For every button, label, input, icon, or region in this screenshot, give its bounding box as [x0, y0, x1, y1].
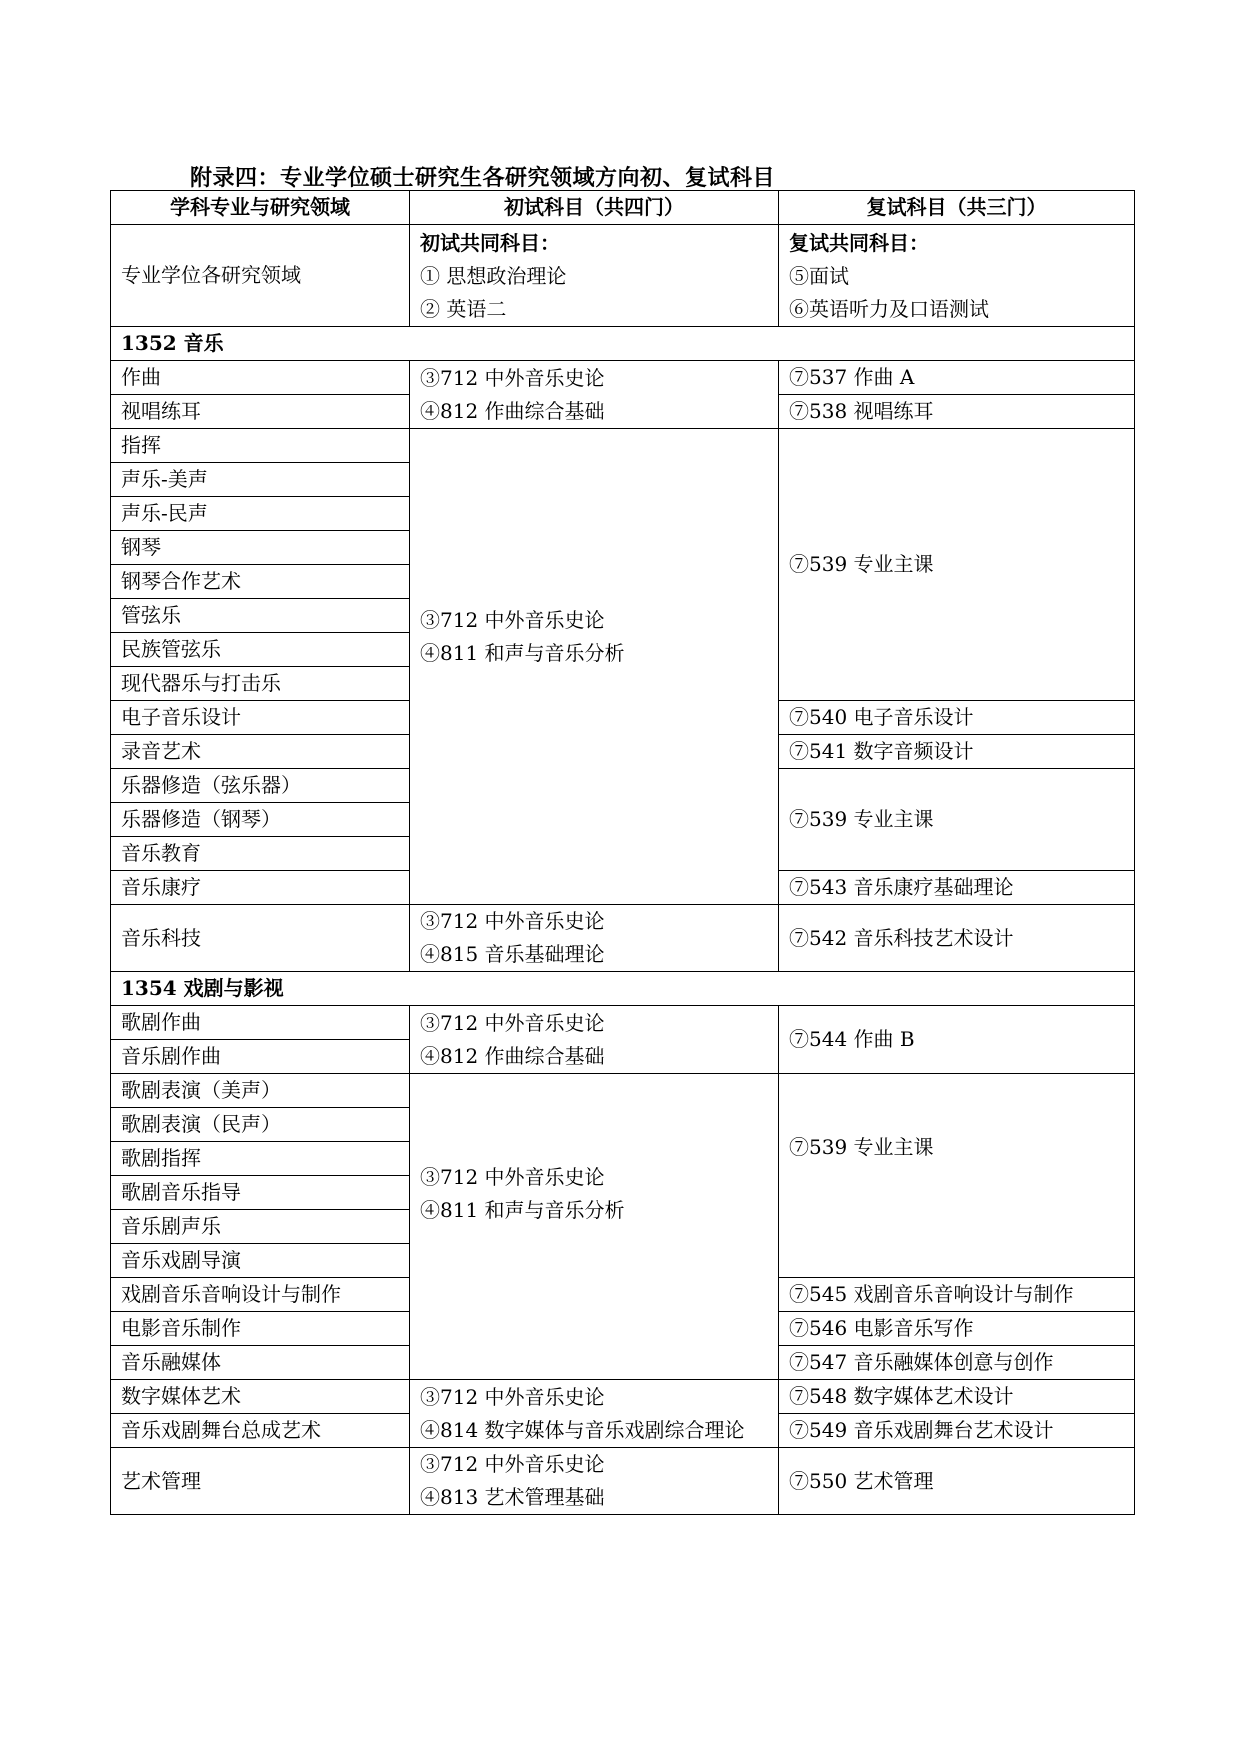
field-name: 声乐-民声 [111, 497, 410, 531]
retest-subject: ⑦547 音乐融媒体创意与创作 [779, 1346, 1135, 1380]
table-row [111, 1448, 1135, 1515]
field-name: 钢琴合作艺术 [111, 565, 410, 599]
field-name: 歌剧表演（美声） [111, 1074, 410, 1108]
initial-subject: ③712 中外音乐史论 [420, 909, 605, 933]
initial-subjects [410, 1448, 779, 1515]
table-row [111, 429, 1135, 463]
retest-subject: ⑦542 音乐科技艺术设计 [779, 905, 1135, 972]
common-row [111, 225, 1135, 327]
initial-subject: ③712 中外音乐史论 [420, 1384, 605, 1409]
initial-subject: ③712 中外音乐史论 [420, 365, 605, 390]
retest-subject: ⑦543 音乐康疗基础理论 [779, 871, 1135, 905]
retest-subject: ⑦538 视唱练耳 [779, 395, 1135, 429]
table-row [111, 905, 1135, 972]
field-name: 乐器修造（弦乐器） [111, 769, 410, 803]
field-name: 戏剧音乐音响设计与制作 [111, 1278, 410, 1312]
initial-subject: ④813 艺术管理基础 [420, 1485, 605, 1509]
common-initial-subject-2: ② 英语二 [420, 297, 507, 321]
table-row [111, 1380, 1135, 1414]
field-name: 视唱练耳 [111, 395, 410, 429]
field-name: 歌剧指挥 [111, 1142, 410, 1176]
initial-subject: ③712 中外音乐史论 [420, 1010, 605, 1035]
section-title-music: 1352 音乐 [111, 327, 1135, 361]
table-row [111, 1006, 1135, 1040]
retest-subject: ⑦539 专业主课 [779, 429, 1135, 701]
section-row-music [111, 327, 1135, 361]
subjects-table [110, 190, 1135, 1515]
initial-subjects [410, 429, 779, 905]
field-name: 乐器修造（钢琴） [111, 803, 410, 837]
field-name: 录音艺术 [111, 735, 410, 769]
retest-subject: ⑦549 音乐戏剧舞台艺术设计 [779, 1414, 1135, 1448]
initial-subjects [410, 1006, 779, 1074]
table-header-row [111, 191, 1135, 225]
field-name: 音乐科技 [111, 905, 410, 972]
initial-subject: ④812 作曲综合基础 [420, 398, 605, 423]
header-field: 学科专业与研究领域 [111, 191, 410, 225]
field-name: 音乐剧作曲 [111, 1040, 410, 1074]
field-name: 歌剧表演（民声） [111, 1108, 410, 1142]
page-title: 附录四：专业学位硕士研究生各研究领域方向初、复试科目 [190, 165, 776, 191]
field-name: 管弦乐 [111, 599, 410, 633]
common-field: 专业学位各研究领域 [111, 225, 410, 327]
field-name: 钢琴 [111, 531, 410, 565]
common-retest-subject-1: ⑤面试 [789, 264, 849, 288]
initial-subject: ④811 和声与音乐分析 [420, 1197, 625, 1222]
common-initial-subject-1: ① 思想政治理论 [420, 264, 567, 288]
initial-subject: ③712 中外音乐史论 [420, 1452, 605, 1476]
initial-subject: ③712 中外音乐史论 [420, 607, 605, 632]
retest-subject: ⑦550 艺术管理 [779, 1448, 1135, 1515]
initial-subject: ④812 作曲综合基础 [420, 1043, 605, 1068]
field-name: 歌剧音乐指导 [111, 1176, 410, 1210]
field-name: 音乐戏剧舞台总成艺术 [111, 1414, 410, 1448]
initial-subject: ④811 和声与音乐分析 [420, 640, 625, 665]
retest-subject: ⑦539 专业主课 [779, 1074, 1135, 1278]
common-retest-heading: 复试共同科目： [789, 231, 929, 255]
initial-subject: ④815 音乐基础理论 [420, 942, 605, 966]
initial-subjects [410, 1380, 779, 1448]
field-name: 艺术管理 [111, 1448, 410, 1515]
retest-subject: ⑦541 数字音频设计 [779, 735, 1135, 769]
common-initial [410, 225, 779, 327]
header-initial: 初试科目（共四门） [410, 191, 779, 225]
field-name: 声乐-美声 [111, 463, 410, 497]
common-retest [779, 225, 1135, 327]
field-name: 音乐融媒体 [111, 1346, 410, 1380]
initial-subjects [410, 361, 779, 429]
field-name: 电子音乐设计 [111, 701, 410, 735]
field-name: 歌剧作曲 [111, 1006, 410, 1040]
field-name: 音乐剧声乐 [111, 1210, 410, 1244]
field-name: 电影音乐制作 [111, 1312, 410, 1346]
common-initial-heading: 初试共同科目： [420, 231, 560, 255]
header-retest: 复试科目（共三门） [779, 191, 1135, 225]
field-name: 音乐康疗 [111, 871, 410, 905]
initial-subjects [410, 1074, 779, 1380]
retest-subject: ⑦544 作曲 B [779, 1006, 1135, 1074]
common-retest-subject-2: ⑥英语听力及口语测试 [789, 297, 989, 321]
retest-subject: ⑦546 电影音乐写作 [779, 1312, 1135, 1346]
table-row [111, 1074, 1135, 1108]
field-name: 指挥 [111, 429, 410, 463]
section-title-drama: 1354 戏剧与影视 [111, 972, 1135, 1006]
retest-subject: ⑦539 专业主课 [779, 769, 1135, 871]
retest-subject: ⑦537 作曲 A [779, 361, 1135, 395]
retest-subject: ⑦548 数字媒体艺术设计 [779, 1380, 1135, 1414]
table-row [111, 361, 1135, 395]
field-name: 作曲 [111, 361, 410, 395]
initial-subject: ③712 中外音乐史论 [420, 1164, 605, 1189]
field-name: 现代器乐与打击乐 [111, 667, 410, 701]
field-name: 数字媒体艺术 [111, 1380, 410, 1414]
initial-subject: ④814 数字媒体与音乐戏剧综合理论 [420, 1417, 745, 1442]
field-name: 音乐戏剧导演 [111, 1244, 410, 1278]
field-name: 音乐教育 [111, 837, 410, 871]
section-row-drama [111, 972, 1135, 1006]
field-name: 民族管弦乐 [111, 633, 410, 667]
initial-subjects [410, 905, 779, 972]
retest-subject: ⑦545 戏剧音乐音响设计与制作 [779, 1278, 1135, 1312]
retest-subject: ⑦540 电子音乐设计 [779, 701, 1135, 735]
